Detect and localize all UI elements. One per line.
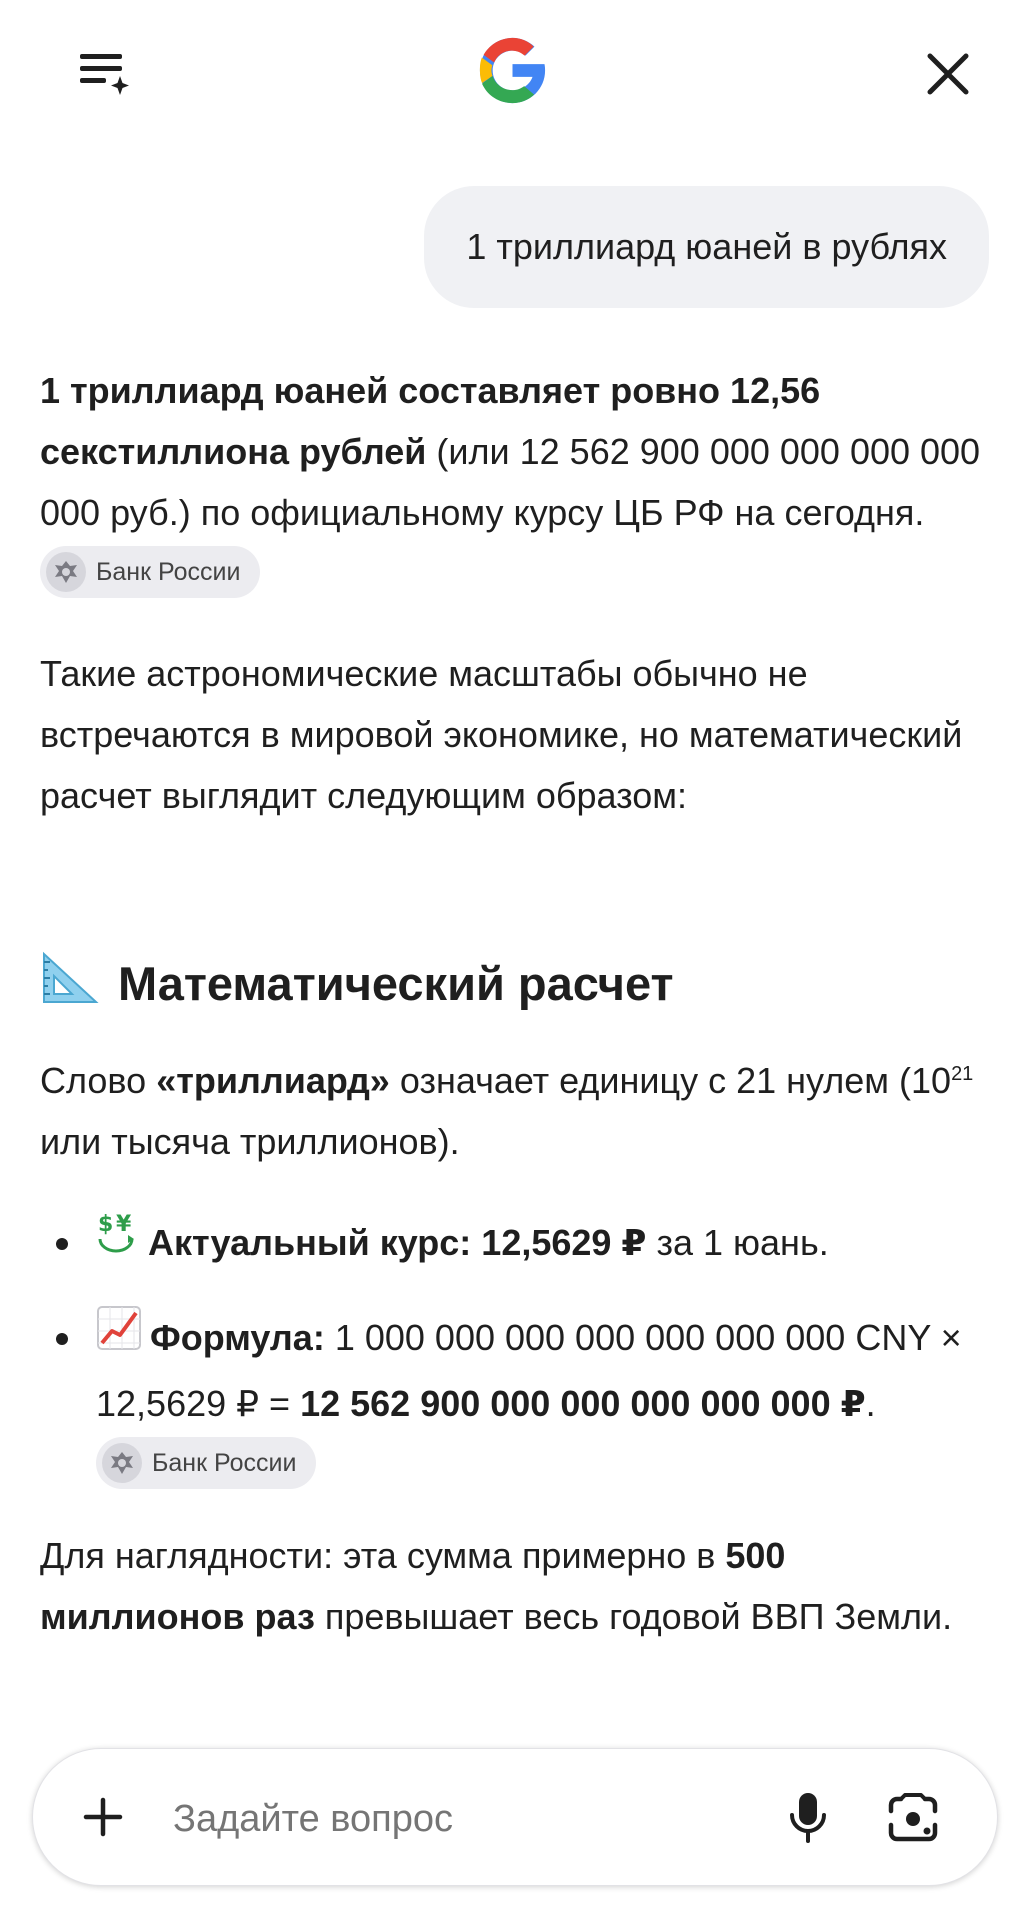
plus-icon[interactable] [73, 1787, 133, 1847]
google-g-logo[interactable] [470, 28, 555, 113]
exchange-rate-bold: Актуальный курс: 12,5629 ₽ [148, 1222, 647, 1263]
top-bar [0, 0, 1031, 150]
exponent: 21 [951, 1063, 974, 1085]
user-query-bubble [424, 186, 989, 308]
formula-label: Формула: [150, 1317, 325, 1359]
ask-question-input[interactable] [171, 1783, 675, 1855]
section-heading [40, 950, 995, 1017]
user-query-text: 1 триллиард юаней в рублях [466, 226, 947, 267]
bullet-exchange-rate [40, 1212, 995, 1277]
formula-expression: 1 000 000 000 000 000 000 000 CNY × 12,5629 ₽ = [96, 1317, 962, 1424]
microphone-icon[interactable] [773, 1783, 843, 1853]
chart-increasing-icon [96, 1305, 142, 1369]
triangular-ruler-icon [40, 950, 100, 1017]
menu-sparkle-icon[interactable] [70, 38, 140, 108]
svg-text:$: $ [98, 1212, 114, 1238]
ask-input-bar [32, 1748, 998, 1886]
answer-bullet-list [40, 1212, 995, 1495]
bullet-dot [56, 1333, 68, 1345]
svg-text:¥: ¥ [116, 1212, 132, 1238]
definition-mid: означает единицу с 21 нулем (10 [389, 1060, 952, 1101]
context-paragraph: Такие астрономические масштабы обычно не встречаются в мировой экономике, но математический расчет выглядит следующим образом: [40, 653, 963, 816]
definition-pre: Слово [40, 1060, 157, 1101]
formula-tail: . [865, 1382, 876, 1424]
definition-term: «триллиард» [156, 1060, 390, 1101]
formula-result: 12 562 900 000 000 000 000 000 ₽ [300, 1382, 866, 1424]
currency-exchange-icon [96, 1209, 140, 1273]
comparison-post: превышает весь годовой ВВП Земли. [314, 1596, 953, 1637]
exchange-rate-rest: за 1 юань. [646, 1222, 829, 1263]
source-chip-bank-of-russia[interactable] [96, 1437, 316, 1489]
definition-post: или тысяча триллионов). [40, 1121, 460, 1162]
answer-paragraph-4 [40, 1525, 995, 1647]
source-chip-label: Банк России [152, 1448, 297, 1477]
answer-summary-rest: (или 12 562 900 000 000 000 000 000 руб.) по официальному курсу ЦБ РФ на сегодня. [40, 431, 981, 533]
source-chip-label: Банк России [96, 557, 241, 586]
answer-summary-bold: 1 триллиард юаней составляет ровно 12,56 секстиллиона рублей [40, 370, 821, 472]
google-lens-camera-icon[interactable] [878, 1783, 948, 1853]
source-chip-bank-of-russia[interactable] [40, 546, 260, 598]
section-heading-text: Математический расчет [118, 957, 674, 1010]
answer-paragraph-2 [40, 643, 995, 826]
comparison-bold: 500 миллионов раз [40, 1535, 786, 1637]
bank-of-russia-emblem-icon [102, 1443, 142, 1483]
bullet-formula [40, 1307, 995, 1494]
bullet-dot [56, 1238, 68, 1250]
answer-paragraph-3 [40, 1050, 995, 1172]
bank-of-russia-emblem-icon [46, 552, 86, 592]
answer-paragraph-1 [40, 360, 995, 604]
close-icon[interactable] [910, 36, 985, 111]
comparison-pre: Для наглядности: эта сумма примерно в [40, 1535, 726, 1576]
